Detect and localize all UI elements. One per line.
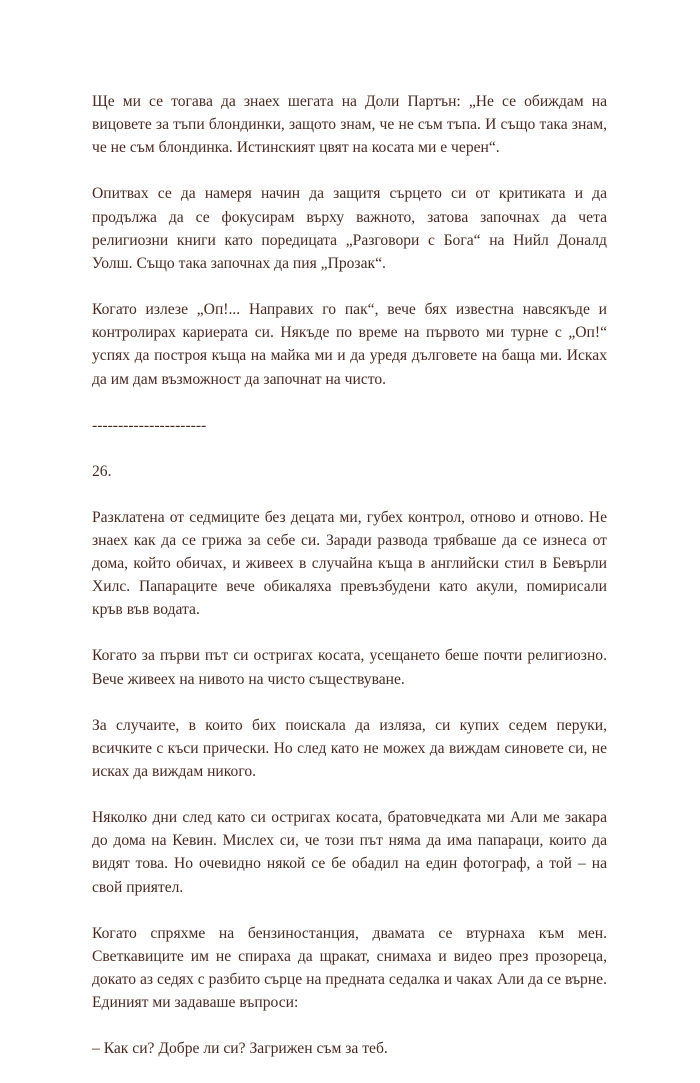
document-page <box>92 90 607 1083</box>
section-separator: ---------------------- <box>92 416 207 434</box>
paragraph-dialogue-question: – Как си? Добре ли си? Загрижен съм за теб. <box>92 1040 388 1058</box>
paragraph-oops-career: Когато излезе „Оп!... Направих го пак“, вече бях известна навсякъде и контролирах кариерата си. Някъде по време на първото ми турне с „Оп!“ успях да построя къща на майка ми и да уредя дълговете на баща ми. Исках да им дам възможност да започнат на чисто. <box>92 301 607 388</box>
paragraph-dolly-parton-quote: Ще ми се тогава да знаех шегата на Доли Партън: „Не се обиждам на вицовете за тъпи блондинки, защото знам, че не съм тъпа. И също така знам, че не съм блондинка. Истинският цвят на косата ми е черен“. <box>92 93 607 157</box>
paragraph-losing-control: Разклатена от седмиците без децата ми, губех контрол, отново и отново. Не знаех как да се грижа за себе си. Заради развода трябваше да се изнеса от дома, който обичах, и живеех в случайна къща в английски стил в Бевърли Хилс. Папараците вече обикаляха превъзбудени като акули, помирисали кръв във водата. <box>92 508 607 619</box>
paragraph-protect-heart: Опитвах се да намеря начин да защитя сърцето си от критиката и да продължа да се фокусирам върху важното, затова започнах да чета религиозни книги като поредицата „Разговори с Бога“ на Нийл Доналд Уолш. Също така започнах да пия „Прозак“. <box>92 185 607 273</box>
chapter-number: 26. <box>92 462 112 480</box>
paragraph-gas-station: Когато спряхме на бензиностанция, двамата се втурнаха към мен. Светкавиците им не спираха да щракат, снимаха и видео през прозореца, докато аз седях с разбито сърце на предната седалка и чаках Али да се върне. Единият ми задаваше въпроси: <box>92 924 607 1012</box>
paragraph-wigs: За случаите, в които бих поискала да изляза, си купих седем перуки, всичките с къси прически. Но след като не можех да виждам синовете си, не исках да виждам никого. <box>92 716 607 781</box>
paragraph-cousin-ali: Няколко дни след като си остригах косата, братовчедката ми Али ме закара до дома на Кевин. Мислех си, че този път няма да има папараци, които да видят това. Но очевидно някой се бе обадил на един фотограф, а той – на свой приятел. <box>92 809 607 896</box>
paragraph-shaved-head: Когато за първи път си остригах косата, усещането беше почти религиозно. Вече живеех на нивото на чисто съществуване. <box>92 647 607 688</box>
